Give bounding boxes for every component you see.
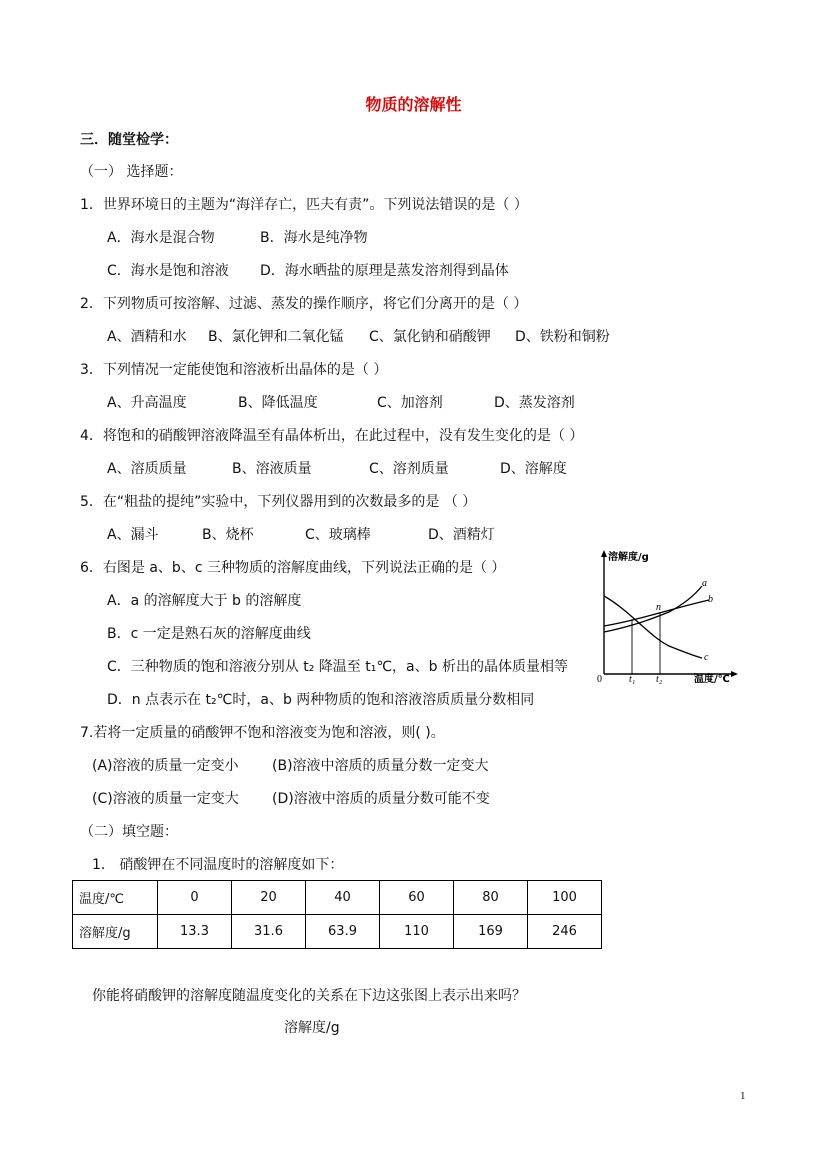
q5-option-b: B、烧杯 xyxy=(202,527,254,543)
solubility-table xyxy=(72,880,602,949)
table-cell: 100 xyxy=(528,881,602,915)
section-heading: 三．随堂检学： xyxy=(80,132,178,148)
chart-x-label: 温度/℃ xyxy=(694,674,730,685)
q7-option-a: (A)溶液的质量一定变小 xyxy=(92,758,239,774)
q3-option-d: D、蒸发溶剂 xyxy=(494,395,575,411)
page-title: 物质的溶解性 xyxy=(365,95,462,114)
q5-option-c: C、玻璃棒 xyxy=(305,527,371,543)
q7-option-d: (D)溶液中溶质的质量分数可能不变 xyxy=(272,791,490,807)
q3-option-b: B、降低温度 xyxy=(238,395,318,411)
q2-option-b: B、氯化钾和二氧化锰 xyxy=(208,329,344,345)
table-cell: 20 xyxy=(232,881,306,915)
blank-chart-y-label: 溶解度/g xyxy=(284,1020,340,1036)
curve-a-label: a xyxy=(702,578,707,589)
table-cell: 0 xyxy=(158,881,232,915)
x-tick-t1: t₁ xyxy=(629,674,636,685)
q4-option-c: C、溶剂质量 xyxy=(369,461,449,477)
q4-stem: 4．将饱和的硝酸钾溶液降温至有晶体析出，在此过程中，没有发生变化的是（ ） xyxy=(80,428,584,444)
q6-option-a: A．a 的溶解度大于 b 的溶解度 xyxy=(107,593,302,609)
table-row xyxy=(73,915,602,949)
q6-stem: 6．右图是 a、b、c 三种物质的溶解度曲线，下列说法正确的是（ ） xyxy=(80,560,506,576)
q4-option-a: A、溶质质量 xyxy=(107,461,187,477)
table-cell: 246 xyxy=(528,915,602,949)
table-cell: 溶解度/g xyxy=(73,915,158,949)
q3-stem: 3．下列情况一定能使饱和溶液析出晶体的是（ ） xyxy=(80,362,388,378)
q1-option-d: D．海水晒盐的原理是蒸发溶剂得到晶体 xyxy=(260,263,509,279)
y-axis-arrow xyxy=(601,550,607,557)
page-number: 1 xyxy=(740,1090,746,1102)
curve-b-label: b xyxy=(708,594,713,605)
q2-option-d: D、铁粉和铜粉 xyxy=(515,329,610,345)
q1-option-c: C．海水是饱和溶液 xyxy=(107,263,229,279)
q6-option-d: D．n 点表示在 t₂℃时，a、b 两种物质的饱和溶液溶质质量分数相同 xyxy=(107,692,535,708)
q7-option-c: (C)溶液的质量一定变大 xyxy=(92,791,239,807)
q6-option-b: B．c 一定是熟石灰的溶解度曲线 xyxy=(107,626,311,642)
q2-option-c: C、氯化钠和硝酸钾 xyxy=(369,329,491,345)
x-tick-t2: t₂ xyxy=(656,674,663,685)
curve-a xyxy=(604,586,702,632)
table-cell: 63.9 xyxy=(306,915,380,949)
point-n-label: n xyxy=(656,602,661,613)
table-cell: 13.3 xyxy=(158,915,232,949)
q7-option-b: (B)溶液中溶质的质量分数一定变大 xyxy=(272,758,489,774)
fill-question-1: 1． 硝酸钾在不同温度时的溶解度如下： xyxy=(92,857,344,873)
q2-stem: 2．下列物质可按溶解、过滤、蒸发的操作顺序，将它们分离开的是（ ） xyxy=(80,296,528,312)
solubility-curve-chart xyxy=(594,546,744,686)
q3-option-c: C、加溶剂 xyxy=(377,395,443,411)
q2-option-a: A、酒精和水 xyxy=(107,329,187,345)
q4-option-d: D、溶解度 xyxy=(500,461,567,477)
table-cell: 169 xyxy=(454,915,528,949)
part-two-heading: （二）填空题： xyxy=(80,824,178,840)
x-axis-arrow xyxy=(731,671,738,677)
table-cell: 80 xyxy=(454,881,528,915)
q7-stem: 7.若将一定质量的硝酸钾不饱和溶液变为饱和溶液，则( )。 xyxy=(80,725,445,741)
q5-option-a: A、漏斗 xyxy=(107,527,159,543)
q1-option-a: A．海水是混合物 xyxy=(107,230,215,246)
table-cell: 31.6 xyxy=(232,915,306,949)
table-cell: 温度/℃ xyxy=(73,881,158,915)
q6-option-c: C．三种物质的饱和溶液分别从 t₂ 降温至 t₁℃，a、b 析出的晶体质量相等 xyxy=(107,659,568,675)
q5-stem: 5．在“粗盐的提纯”实验中，下列仪器用到的次数最多的是 （ ） xyxy=(80,494,477,510)
curve-c-label: c xyxy=(704,652,709,663)
table-cell: 60 xyxy=(380,881,454,915)
table-cell: 40 xyxy=(306,881,380,915)
q4-option-b: B、溶液质量 xyxy=(232,461,312,477)
table-row xyxy=(73,881,602,915)
q5-option-d: D、酒精灯 xyxy=(428,527,495,543)
q3-option-a: A、升高温度 xyxy=(107,395,187,411)
chart-y-label: 溶解度/g xyxy=(608,552,649,563)
chart-origin-label: 0 xyxy=(597,674,602,685)
q1-option-b: B．海水是纯净物 xyxy=(260,230,368,246)
plot-question-text: 你能将硝酸钾的溶解度随温度变化的关系在下边这张图上表示出来吗？ xyxy=(92,988,526,1004)
q1-stem: 1．世界环境日的主题为“海洋存亡，匹夫有责”。下列说法错误的是（ ） xyxy=(80,197,528,213)
table-cell: 110 xyxy=(380,915,454,949)
part-one-heading: （一） 选择题： xyxy=(80,164,183,180)
